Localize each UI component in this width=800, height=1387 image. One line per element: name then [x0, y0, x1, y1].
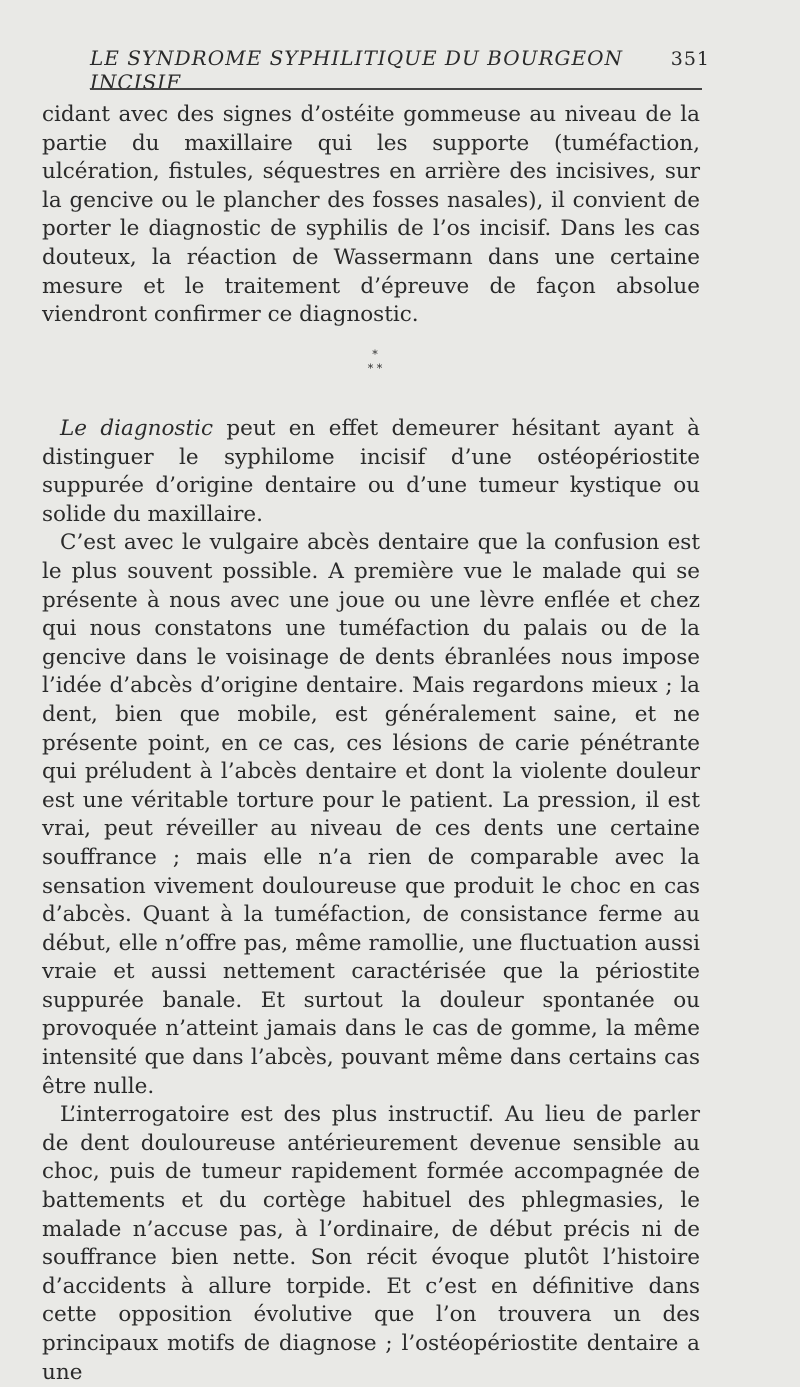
lead-italic: Le diagnostic	[60, 416, 214, 441]
paragraph: C’est avec le vulgaire abcès dentaire que la confusion est le plus souvent possible. A première vue le malade qui se présente à nous avec une joue ou une lèvre enflée et chez qui nous constatons une tuméfaction du palais ou de la gencive dans le voisinage de dents ébranlées nous impose l’idée d’abcès d’origine dentaire. Mais regardons mieux ; la dent, bien que mobile, est généralement saine, et ne présente point, en ce cas, ces lésions de carie pénétrante qui préludent à l’abcès dentaire et dont la violente douleur est une véritable torture pour le patient. La pression, il est vrai, peut réveiller au niveau de ces dents une certaine souffrance ; mais elle n’a rien de comparable avec la sensation vivement douloureuse que produit le choc en cas d’abcès. Quant à la tuméfaction, de consistance ferme au début, elle n’offre pas, même ramollie, une fluctuation aussi vraie et aussi nettement caractérisée que la périostite suppurée banale. Et surtout la douleur spontanée ou provoquée n’atteint jamais dans le cas de gomme, la même intensité que dans l’abcès, pouvant même dans certains cas être nulle.	[42, 530, 700, 1099]
text-block-continuation	[42, 101, 700, 330]
section-separator	[350, 348, 400, 376]
text-block-diagnostic	[42, 415, 700, 1387]
running-title: LE SYNDROME SYPHILITIQUE DU BOURGEON INCISIF	[90, 46, 624, 94]
separator-star-top: *	[372, 348, 378, 361]
separator-stars-bottom: * *	[367, 362, 383, 375]
page-number: 351	[670, 48, 710, 70]
paragraph: L’interrogatoire est des plus instructif. Au lieu de parler de dent douloureuse antérieurement devenue sensible au choc, puis de tumeur rapidement formée accompagnée de battements et du cortège habituel des phlegmasies, le malade n’accuse pas, à l’ordinaire, de début précis ni de souffrance bien nette. Son récit évoque plutôt l’histoire d’accidents à allure torpide. Et c’est en définitive dans cette opposition évolutive que l’on trouvera un des principaux motifs de diagnose ; l’ostéopériostite dentaire a une	[42, 1102, 700, 1385]
paragraph-rest: peut en effet demeurer hésitant ayant à distinguer le syphilome incisif d’une ostéopériostite suppurée d’origine dentaire ou d’une tumeur kystique ou solide du maxillaire.	[42, 416, 701, 527]
header-rule	[90, 88, 702, 90]
running-header	[90, 46, 710, 94]
paragraph: cidant avec des signes d’ostéite gommeuse au niveau de la partie du maxillaire qui les supporte (tuméfaction, ulcération, fistules, séquestres en arrière des incisives, sur la gencive ou le plancher des fosses nasales), il convient de porter le diagnostic de syphilis de l’os incisif. Dans les cas douteux, la réaction de Wassermann dans une certaine mesure et le traitement d’épreuve de façon absolue viendront confirmer ce diagnostic.	[42, 102, 700, 328]
paragraph	[42, 415, 700, 529]
